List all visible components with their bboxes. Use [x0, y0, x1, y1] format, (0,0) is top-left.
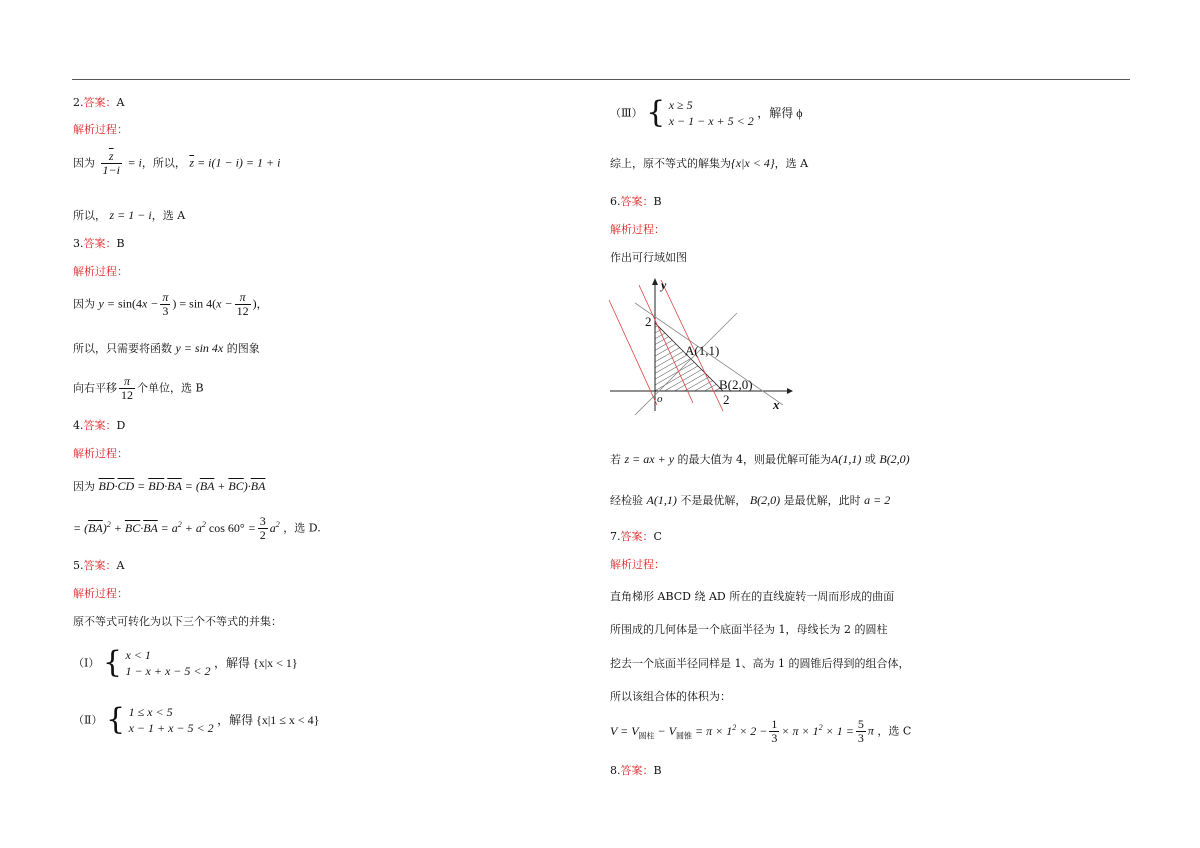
origin-label: o: [657, 393, 663, 405]
q7-line2: 所围成的几何体是一个底面半径为 1，母线长为 2 的圆柱: [610, 623, 888, 636]
y-axis-label: y: [661, 278, 667, 292]
q7-line3: 挖去一个底面半径同样是 1、高为 1 的圆锥后得到的组合体，: [610, 657, 910, 670]
q6-line2: 经检验 A(1,1) 不是最优解， B(2,0) 是最优解，此时 a = 2: [610, 493, 891, 507]
point-b-label: B(2,0): [719, 377, 753, 392]
q7-answer: 7.答案：C: [610, 530, 662, 543]
q3-analysis-label: 解析过程：: [73, 265, 128, 278]
q6-line1: 若 z = ax + y 的最大值为 4，则最优解可能为A(1,1) 或 B(2,0): [610, 452, 910, 466]
q8-answer: 8.答案：B: [610, 764, 662, 777]
q5-summary: 综上，原不等式的解集为{x|x < 4}，选 A: [610, 156, 809, 170]
y-intercept-label: 2: [645, 314, 652, 329]
x-intercept-label: 2: [723, 392, 730, 407]
q3-line1: 因为 y = sin(4x − $\frac{\pi}{3}$ ) = sin 4(x − $\frac{\pi}{12}$ )，: [73, 290, 268, 318]
q3-line3: 向右平移 $\frac{\pi}{12}$ 个单位，选 B: [73, 374, 204, 402]
q3-line2: 所以，只需要将函数 y = sin 4x 的图象: [73, 341, 260, 355]
q4-line2: = $(\overline{BA})^2 + \overline{BC}\cdot\overline{BA} = a^2 + a^2$ cos 60° = $\frac{3}{2}$ $a^2$ ，选 D.: [73, 514, 321, 542]
q6-answer: 6.答案：B: [610, 195, 662, 208]
feasible-region-graph: [605, 275, 795, 415]
header-rule: [72, 79, 1130, 80]
q5-analysis-label: 解析过程：: [73, 587, 128, 600]
q2-answer: 2.答案：A: [73, 96, 125, 109]
q3-answer: 3.答案：B: [73, 237, 125, 250]
q6-intro: 作出可行域如图: [610, 251, 687, 264]
q2-line2: 所以， z = 1 − i，选 A: [73, 208, 186, 222]
q7-line4: 所以该组合体的体积为：: [610, 690, 731, 703]
q7-line1: 直角梯形 ABCD 绕 AD 所在的直线旋转一周而形成的曲面: [610, 590, 895, 603]
q4-line1: 因为 $\overline{BD}\cdot\overline{CD} = \overline{BD}\cdot\overline{BA} = (\overline{BA} + \overline{BC})\cdot\overline{BA}$: [73, 479, 266, 493]
q7-line5: $V = V_{圆柱} - V_{圆锥} = \pi \times 1^2 \times 2$ − $\frac{1}{3}$ × $\pi \times 1^2 \times 1$ = $\frac{5}{3}$ π ，选 C: [610, 717, 912, 745]
q5-intro: 原不等式可转化为以下三个不等式的并集：: [73, 615, 282, 628]
q4-analysis-label: 解析过程：: [73, 447, 128, 460]
q2-analysis-label: 解析过程：: [73, 123, 128, 136]
q2-line1: 因为 $\frac{\overline{z}}{1-i}$ = i，所以， $\overline{z} = i(1 - i) = 1 + i$: [73, 149, 281, 177]
q5-answer: 5.答案：A: [73, 559, 125, 572]
q5-case1: （Ⅰ） { x < 1 1 − x + x − 5 < 2 ，解得 {x|x < 1}: [73, 645, 298, 680]
q7-analysis-label: 解析过程：: [610, 558, 665, 571]
x-axis-label: x: [773, 397, 780, 412]
q5-case2: （Ⅱ） { 1 ≤ x < 5 x − 1 + x − 5 < 2 ，解得 {x|1 ≤ x < 4}: [73, 702, 320, 737]
q5-case3: （Ⅲ） { x ≥ 5 x − 1 − x + 5 < 2 ，解得 ϕ: [610, 95, 803, 130]
q4-answer: 4.答案：D: [73, 419, 126, 432]
point-a-label: A(1,1): [685, 343, 720, 358]
q6-analysis-label: 解析过程：: [610, 223, 665, 236]
